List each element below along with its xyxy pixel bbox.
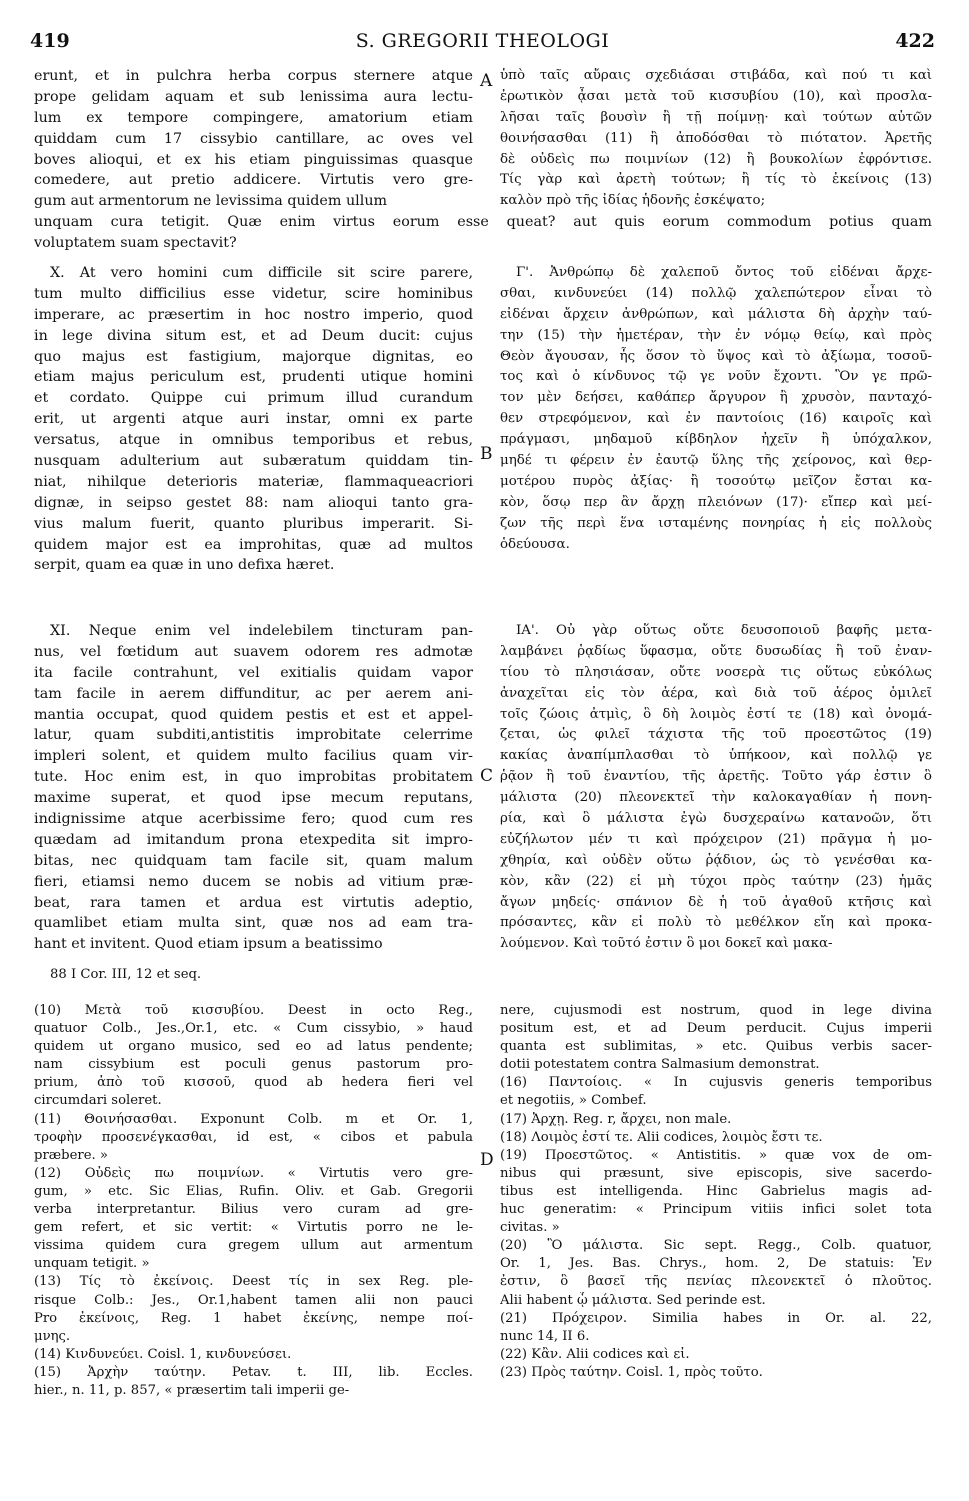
margin-marker-b: B [480,444,493,464]
running-title: S. GREGORII THEOLOGI [355,30,610,52]
text-line: τροφὴν προσενέγκασθαι, id est, « cibos et pabula [34,1129,473,1145]
text-line: maxime superat, et quod ipse mecum reputans, [34,790,473,807]
text-line: dignæ, in seipso gestet 88: nam alioqui tanto gra- [34,494,473,511]
text-line: δὲ οὐδεὶς πω ποιμνίων (12) ἢ βουκολίων ἐφρόντισε. [500,151,932,167]
text-line: τοῖς ζώοις ἀτμὶς, ὃ δὴ λοιμὸς ἐστί τε (18) καὶ ὀνομά- [500,706,932,722]
text-line: ζων τῆς περὶ ἕνα ισταμένης πονηρίας ἡ εἰς πολλοὺς [500,515,932,531]
text-line: impleri solent, et quidem multo facilius quam vir- [34,748,473,765]
page-number-left: 419 [30,30,70,52]
text-line: verba interpretantur. Bilius vero curam ad gre- [34,1202,473,1218]
text-line: quiddam cum 17 cissybio cantillare, ac oves vel [34,130,473,147]
text-line: nibus qui præsunt, sive episcopis, sive sacerdo- [500,1165,932,1181]
text-line: nunc 14, II 6. [500,1328,590,1344]
page-number-right: 422 [895,30,935,52]
text-line: ὁδεύουσα. [500,536,570,552]
text-line: ὑπὸ ταῖς αὔραις σχεδιάσαι στιβάδα, καὶ πού τι καὶ [500,68,932,83]
text-line: Alii habent ᾧ μάλιστα. Sed perinde est. [500,1292,766,1308]
latin-section-xi [34,621,473,955]
text-line: positum est, et ad Deum perducit. Cujus imperii [500,1021,932,1037]
text-line: (13) Τίς τὸ ἐκείνοις. Deest τίς in sex Reg. ple- [34,1274,473,1290]
text-line: X. At vero homini cum difficile sit scire parere, [50,265,473,281]
text-line: erit, ut argenti atque auri instar, omni ex parte [34,411,473,428]
text-line: tute. Hoc enim est, in quo improbitas probitatem [34,769,473,786]
text-line: πρόσαντες, κἂν εἰ πολὺ τὸ μεθέλκον εἴη καὶ προκα- [500,915,932,931]
text-line: μηδέ τι φέρειν ἐν ἑαυτῷ ὕλης τῆς χείρονος, καὶ θερ- [500,453,932,469]
text-line: θοινήσασθαι (11) ἢ ἀποδόσθαι τὸ πιότατον. Ἀρετῆς [500,130,932,146]
text-line: τον μὲν δεήσει, καθάπερ ἄργυρον ἢ χρυσὸν, πανταχό- [500,390,932,406]
text-line: quanta est sublimitas, » etc. Quibus verbis sacer- [500,1039,932,1055]
margin-marker-d: D [480,1150,494,1170]
text-line: quidem major est ea improhitas, quæ ad multos [34,536,473,553]
text-line: fieri, etiamsi nemo ducem se nobis ad vitium præ- [34,873,473,890]
latin-section-x [34,263,473,576]
text-line: beat, rara tamen et ardua est virtutis adeptio, [34,894,473,911]
notes-left-column [34,1002,473,1400]
text-line: comedere, aut pretio addicere. Virtutis vero gre- [34,172,473,189]
text-line: quo majus est fastigium, majorque dignitas, eo [34,348,473,365]
text-line: etiam majus periculum est, prudenti utique homini [34,369,473,386]
text-line: τίου τὸ πλησιάσαν, οὔτε νοσερὰ τις οὕτως εὐκόλως [500,664,932,680]
text-line: civitas. » [500,1220,560,1236]
text-line: λούμενον. Καὶ τοῦτό ἐστιν ὃ μοι δοκεῖ καὶ μακα- [500,936,833,952]
text-line: ita facile contrahunt, vel exitialis quidam vapor [34,664,473,681]
text-line: (18) Λοιμὸς ἐστί τε. Alii codices, λοιμὸς ἔστι τε. [500,1129,823,1145]
text-line: mantia occupat, quod quidem pestis et est et appel- [34,706,473,723]
text-line: (21) Πρόχειρον. Similia habes in Or. al. 22, [500,1310,932,1326]
text-line: (15) Ἀρχὴν ταύτην. Petav. t. III, lib. Eccles. [34,1364,473,1380]
margin-marker-c: C [480,766,494,786]
text-line: Θεὸν ἄγουσαν, ἧς ὅσον τὸ ὕψος καὶ τὸ ἀξίωμα, τοσοῦ- [500,348,932,364]
text-line: κακίας ἀναπίμπλασθαι τὸ ὑπήκοον, καὶ πολλῷ γε [500,748,932,764]
text-line: unquam cura tetigit. Quæ enim virtus eorum esse queat? aut quis eorum commodum potius quam [34,214,932,230]
text-line: vius malum fuerit, quanto pluribus imperarit. Si- [34,515,473,532]
text-line: ρία, καὶ ὃ μάλιστα ἐγὼ δυσχεραίνω κατανοῶν, ὅτι [500,811,932,827]
text-line: nusquam adulterium aut subæratum quiddam tin- [34,453,473,470]
text-line: circumdari soleret. [34,1093,162,1109]
text-line: ἀναχεῖται εἰς τὸν ἀέρα, καὶ διὰ τοῦ ἀέρος ὁμιλεῖ [500,685,932,701]
text-line: ἐστιν, ὃ βασεῖ τῆς πενίας πλεονεκτεῖ ὁ πλοῦτος. [500,1274,932,1290]
text-line: bitas, nec quidquam tam facile sit, quam malum [34,852,473,869]
footnote-reference: 88 I Cor. III, 12 et seq. [50,967,202,982]
text-line: prope gelidam aquam et sub lenissima aura lectu- [34,88,473,105]
text-line: voluptatem suam spectavit? [34,234,237,251]
text-line: (19) Προεστῶτος. « Antistitis. » quæ vox de om- [500,1147,932,1163]
text-line: tum multo difficilius esse videtur, scire hominibus [34,285,473,302]
text-line: κὸν, κἂν (22) εἰ μὴ τύχοι πρὸς ταύτην (23) ἡμᾶς [500,873,932,889]
text-line: nere, cujusmodi est nostrum, quod in lege divina [500,1003,932,1018]
text-line: (22) Κἂν. Alii codices καὶ εἰ. [500,1346,690,1362]
text-line: Or. 1, Jes. Bas. Chrys., hom. 2, De statuis: Ἐν [500,1256,932,1272]
text-line: hant et invitent. Quod etiam ipsum a beatissimo [34,936,383,953]
text-line: indignissime atque acerbissime fero; quod cum res [34,811,473,828]
text-line: huc generatim: « Principum vitiis infici solet tota [500,1202,932,1218]
text-line: σθαι, κινδυνεύει (14) πολλῷ χαλεπώτερον εἶναι τὸ [500,285,932,301]
text-line: præbere. » [34,1147,108,1163]
text-line: quædam ad imitandum prona etexpedita sit impro- [34,831,473,848]
text-line: (23) Πρὸς ταύτην. Coisl. 1, πρὸς τοῦτο. [500,1364,763,1380]
text-line: nus, vel fœtidum aut suavem odorem res admotæ [34,643,473,660]
text-line: Pro ἐκείνοις, Reg. 1 habet ἐκείνης, nempe ποί- [34,1310,473,1326]
text-line: gum, » etc. Sic Elias, Rufin. Oliv. et Gab. Gregorii [34,1183,473,1199]
text-line: boves alioqui, et ex his etiam pinguissimas quasque [34,151,473,168]
text-line: tam facile in aerem diffunditur, ac per aerem ani- [34,685,473,702]
text-line: quidem ut organo musico, sed eo ad latus pendente; [34,1039,473,1055]
text-line: latur, quam subditi,antistitis improbitate celerrime [34,727,473,744]
text-line: risque Colb.: Jes., Or.1,habent tamen alii non pauci [34,1292,473,1308]
text-line: ἐρωτικὸν ᾆσαι μετὰ τοῦ κισσυβίου (10), καὶ προσλα- [500,88,932,104]
text-line: (11) Θοινήσασθαι. Exponunt Colb. m et Or. 1, [34,1111,473,1127]
text-line: versatus, atque in omnibus temporibus et rebus, [34,432,473,449]
text-line: εὐζήλωτον μέν τι καὶ πρόχειρον (21) πρᾶγμα ἡ μο- [500,831,932,847]
text-line: dotii potestatem contra Salmasium demonstrat. [500,1057,820,1073]
text-line: χθηρία, καὶ οὐδὲν οὕτω ῥᾴδιον, ὡς τὸ γενέσθαι κα- [500,852,932,868]
text-line: ζεται, ὡς φιλεῖ τάχιστα τῆς τοῦ προεστῶτος (19) [500,727,932,743]
text-line: serpit, quam ea quæ in uno defixa hæret. [34,557,335,574]
text-line: et cordato. Quippe cui primum illud curandum [34,390,473,407]
text-line: ῥᾷον ἢ τοῦ ἐναντίου, τῆς ἀρετῆς. Τοῦτο γάρ ἐστιν ὃ [500,769,932,785]
greek-column-top [500,66,932,212]
text-line: εἰδέναι ἄρχειν ἀνθρώπων, καὶ μάλιστα δὴ ἀρχὴν ταύ- [500,306,932,322]
text-line: μάλιστα (20) πλεονεκτεῖ τὴν καλοκαγαθίαν ἡ πονη- [500,790,932,806]
text-line: κὸν, ὅσῳ περ ἂν ἄρχῃ πλειόνων (17)· εἴπερ καὶ μεί- [500,494,932,510]
text-line: nam cissybium est poculi genus pastorum pro- [34,1057,473,1073]
text-line: quamlibet etiam multa sint, quæ nos ad eam tra- [34,915,473,932]
text-line: (10) Μετὰ τοῦ κισσυβίου. Deest in octo Reg., [34,1003,473,1018]
text-line: gum aut armentorum ne levissima quidem ullum [34,193,388,210]
text-line: (16) Παντοίοις. « In cujusvis generis temporibus [500,1075,932,1091]
text-line: Γ'. Ἀνθρώπῳ δὲ χαλεποῦ ὄντος τοῦ εἰδέναι ἄρχε- [516,265,932,280]
greek-section-xi [500,621,932,955]
full-width-lines [34,212,932,254]
text-line: unquam tetigit. » [34,1256,150,1272]
text-line: (12) Οὐδεὶς πω ποιμνίων. « Virtutis vero gre- [34,1165,473,1181]
text-line: tibus est intelligenda. Hinc Gabrielus magis ad- [500,1183,932,1199]
text-line: λῆσαι ταῖς βουσὶν ἢ τῇ ποίμνῃ· καὶ τούτων αὐτῶν [500,109,932,125]
text-line: μοτέρου πυρὸς ἀξίας· ἢ τοσούτῳ μεῖζον ἔσται κα- [500,473,932,489]
text-line: (14) Κινδυνεύει. Coisl. 1, κινδυνεύσει. [34,1346,292,1362]
text-line: et negotiis, » Combef. [500,1093,647,1109]
text-line: niat, nihilque deterioris materiæ, flammaqueacriori [34,473,473,490]
text-line: θεν στρεφόμενον, καὶ ἐν παντοίοις (16) καιροῖς καὶ [500,411,932,427]
text-line: λαμβάνει ῥᾳδίως ὕφασμα, οὔτε δυσωδίας ἢ τοῦ ἐναν- [500,643,932,659]
text-line: vissima quidem cura gregem ullum aut armentum [34,1238,473,1254]
notes-right-column [500,1002,932,1382]
biblical-footnote [50,966,350,984]
text-line: quatuor Colb., Jes.,Or.1, etc. « Cum cissybio, » haud [34,1021,473,1037]
text-line: gem refert, et sic vertit: « Virtutis porro ne le- [34,1220,473,1236]
text-line: lum ex tempore compingere, amatorium etiam [34,109,473,126]
page-header [30,30,935,56]
text-line: hier., n. 11, p. 857, « præsertim tali imperii ge- [34,1382,350,1398]
text-line: (17) Ἀρχῃ. Reg. r, ἄρχει, non male. [500,1111,732,1127]
text-line: μνης. [34,1328,71,1344]
greek-section-x [500,263,932,555]
text-line: τος καὶ ὁ κίνδυνος τῷ γε νοῦν ἔχοντι. Ὃν γε πρῶ- [500,369,932,385]
latin-column-top [34,66,473,212]
text-line: ΙΑ'. Οὐ γὰρ οὕτως οὔτε δευσοποιοῦ βαφῆς μετα- [516,623,932,638]
text-line: XI. Neque enim vel indelebilem tincturam pan- [50,623,473,639]
text-line: prium, ἀπὸ τοῦ κισσοῦ, quod ab hedera fieri vel [34,1075,473,1091]
text-line: καλὸν πρὸ τῆς ἰδίας ἡδονῆς ἐσκέψατο; [500,193,766,209]
text-line: erunt, et in pulchra herba corpus sternere atque [34,68,473,84]
margin-marker-a: A [480,71,493,91]
text-line: imperare, ac præsertim in hoc nostro imperio, quod [34,306,473,323]
text-line: ἄγων μηδείς· σπάνιον δὲ ἡ τοῦ ἀγαθοῦ κτῆσις καὶ [500,894,932,910]
text-line: Τίς γὰρ καὶ ἀρετὴ τούτων; ἢ τίς τὸ ἐκείνοις (13) [500,172,932,188]
text-line: in lege divina situm est, et ad Deum ducit: cujus [34,327,473,344]
text-line: πράγμασι, μηδαμοῦ κίβδηλον ἠχεῖν ἢ ὑπόχαλκον, [500,432,932,448]
text-line: την (15) τὴν ἡμετέραν, τὴν ἐν νόμῳ θείῳ, καὶ πρὸς [500,327,932,343]
text-line: (20) Ὃ μάλιστα. Sic sept. Regg., Colb. quatuor, [500,1238,932,1254]
